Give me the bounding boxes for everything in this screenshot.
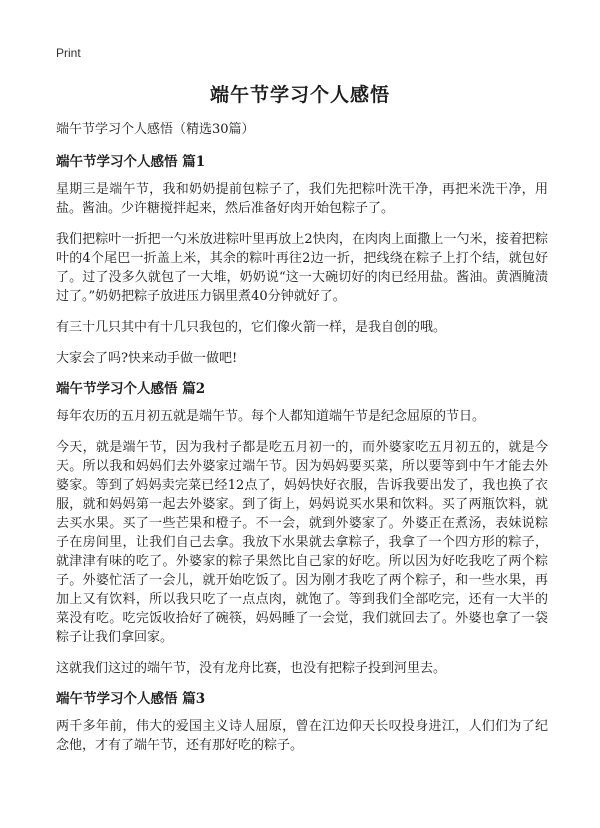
paragraph: 星期三是端午节，我和奶奶提前包粽子了，我们先把粽叶洗干净，再把米洗干净，用盐。酱油。少许糖搅拌起来，然后准备好肉开始包粽子了。 <box>56 182 548 216</box>
section-3 <box>56 690 548 755</box>
paragraph: 两千多年前，伟大的爱国主义诗人屈原，曾在江边仰天长叹投身进江，人们们为了纪念他，才有了端午节，还有那好吃的粽子。 <box>56 719 548 753</box>
section-heading: 端午节学习个人感悟 篇3 <box>56 691 206 707</box>
section-1 <box>56 153 548 368</box>
print-link[interactable]: Print <box>56 46 81 60</box>
paragraph: 大家会了吗?快来动手做一做吧! <box>56 351 238 366</box>
paragraph: 今天，就是端午节，因为我村子都是吃五月初一的，而外婆家吃五月初五的，就是今天。所以我和妈妈们去外婆家过端午节。因为妈妈要买菜，所以要等到中午才能去外婆家。等到了妈妈卖完菜已经12点了，妈妈快好衣服，告诉我要出发了，我也换了衣服，就和妈妈第一起去外婆家。到了街上，妈妈说买水果和饮料。买了两瓶饮料，就去买水果。买了一些芒果和橙子。不一会，就到外婆家了。外婆正在煮汤，表妹说粽子在房间里，让我们自己去拿。我放下水果就去拿粽子，我拿了一个四方形的粽子，就津津有味的吃了。外婆家的粽子果然比自己家的好吃。所以因为好吃我吃了两个粽子。外婆忙活了一会儿，就开始吃饭了。因为刚才我吃了两个粽子，和一些水果，再加上又有饮料，所以我只吃了一点点肉，就饱了。等到我们全部吃完，还有一大半的菜没有吃。吃完饭收拾好了碗筷，妈妈睡了一会觉，我们就回去了。外婆也拿了一袋粽子让我们拿回家。 <box>56 440 548 645</box>
article-body <box>56 121 548 767</box>
section-2 <box>56 380 548 678</box>
paragraph: 这就我们这过的端午节，没有龙舟比赛，也没有把粽子投到河里去。 <box>56 661 447 676</box>
paragraph: 我们把粽叶一折把一勺米放进粽叶里再放上2快肉，在肉肉上面撒上一勺米，接着把粽叶的4个尾巴一折盖上米，其余的粽叶再往2边一折，把线绕在粽子上打个结，就包好了。过了没多久就包了一大堆，奶奶说“这一大碗切好的肉已经用盐。酱油。黄酒腌渍过了。”奶奶把粽子放进压力锅里煮40分钟就好了。 <box>56 232 548 304</box>
paragraph: 有三十几只其中有十几只我包的，它们像火箭一样，是我自创的哦。 <box>56 320 447 335</box>
paragraph: 每年农历的五月初五就是端午节。每个人都知道端午节是纪念屈原的节日。 <box>56 409 486 424</box>
section-heading: 端午节学习个人感悟 篇1 <box>56 154 206 170</box>
page-title: 端午节学习个人感悟 <box>209 84 390 106</box>
section-heading: 端午节学习个人感悟 篇2 <box>56 381 206 397</box>
article-subtitle: 端午节学习个人感悟（精选30篇） <box>56 122 255 137</box>
